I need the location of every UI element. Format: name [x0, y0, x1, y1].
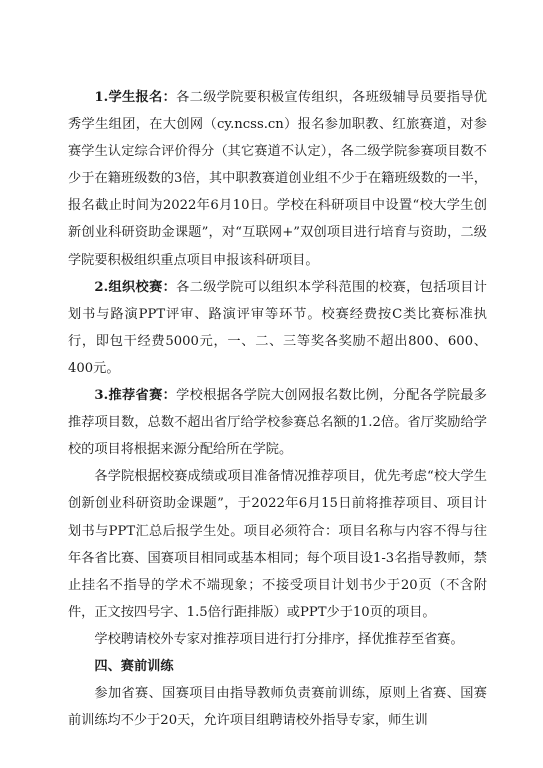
paragraph-school-competition — [68, 274, 487, 382]
paragraph-expert-ranking: 学校聘请校外专家对推荐项目进行打分排序，择优推荐至省赛。 — [94, 631, 464, 647]
paragraph-label: 1.学生报名： — [94, 90, 177, 105]
paragraph-text: 各二级学院要积极宣传组织，各班级辅导员要指导优秀学生组团，在大创网（cy.ncss.cn）报名参加职教、红旅赛道，对参赛学生认定综合评价得分（其它赛道不认定），各二级学院参赛项目数不少于在籍班级数的3倍，其中职教赛道创业组不少于在籍班级数的一半，报名截止时间为2022年6月10日。学校在科研项目中设置“校大学生创新创业科研资助金课题”，对“互联网+”双创项目进行培育与资助，二级学院要积极组织重点项目申报该科研项目。 — [68, 90, 487, 268]
paragraph-label: 3.推荐省赛： — [94, 388, 177, 404]
section-heading-pre-competition-training: 四、赛前训练 — [94, 658, 174, 674]
paragraph-label: 2.组织校赛： — [94, 279, 177, 295]
paragraph-recommendation-requirements: 各学院根据校赛成绩或项目准备情况推荐项目，优先考虑“校大学生创新创业科研资助金课题”，于2022年6月15日前将推荐项目、项目计划书与PPT汇总后报学生处。项目必须符合：项目名称与内容不得与往年各省比赛、国赛项目相同或基本相同；每个项目设1-3名指导教师，禁止挂名不指导的学术不端现象；不接受项目计划书少于20页（不含附件，正文按四号字、1.5倍行距排版）或PPT少于10页的项目。 — [68, 469, 487, 620]
paragraph-training: 参加省赛、国赛项目由指导教师负责赛前训练，原则上省赛、国赛前训练均不少于20天，允许项目组聘请校外指导专家，师生训 — [68, 686, 487, 729]
paragraph-text: 各二级学院可以组织本学科范围的校赛，包括项目计划书与路演PPT评审、路演评审等环节。校赛经费按C类比赛标准执行，即包干经费5000元，一、二、三等奖各奖励不超出800、600、400元。 — [68, 279, 487, 376]
paragraph-provincial-recommendation — [68, 382, 487, 463]
paragraph-text: 学校根据各学院大创网报名数比例，分配各学院最多推荐项目数，总数不超出省厅给学校参赛总名额的1.2倍。省厅奖励给学校的项目将根据来源分配给所在学院。 — [68, 388, 487, 458]
paragraph-student-registration — [68, 84, 487, 274]
